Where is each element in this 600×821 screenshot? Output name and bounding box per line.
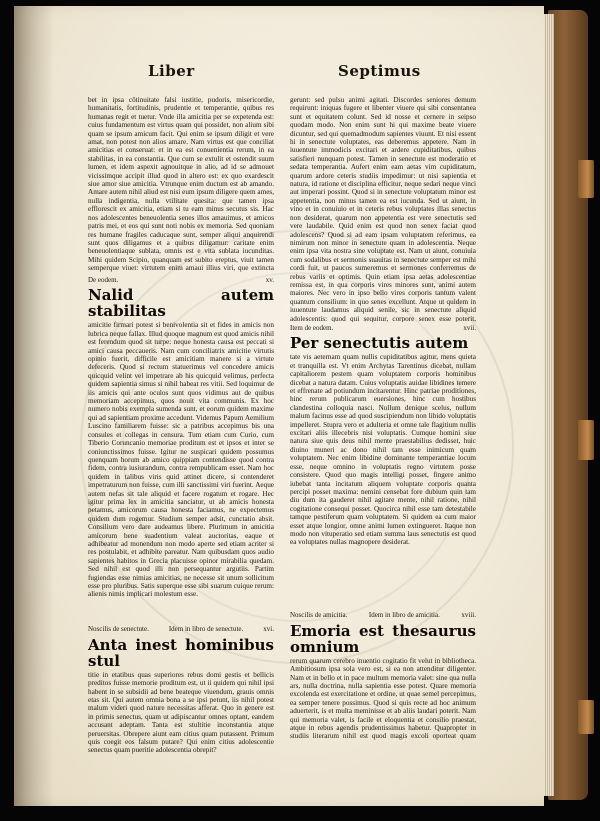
gutter-shadow	[14, 6, 54, 806]
section-label-text: Noscilis de senectute.	[88, 625, 149, 634]
fore-edge-tab	[578, 700, 594, 734]
section-label	[88, 625, 274, 633]
section-heading: Anta inest hominibus stul	[88, 635, 274, 670]
running-head-right: Septimus	[338, 62, 421, 80]
paragraph: bet in ipsa cõtinuitate falsi iustitie, pudoris, misericordie, humanitatis, fortitudinis, prudentie et temperantie, quibus res humanas regit et tuetur. Vnde illa amicitia per se expetenda est: cuius fundamentum est virtus quam qui possidet, non alium sibi quam se ipsum amicum facit. Qui enim se ipsum diligit et vere amat, non potest non alios amare. Nam virtus est que conciliat amicitias et conseruat: et in ea est conuenientia rerum, in ea stabilitas, in ea constantia. Que cum se extulit et ostendit suum lumen, et idem aspexit agnouitque in alio, ad id se admouet vicissimque accipit illud quod in altero est: ex quo exardescit siue amor siue amicitia. Vtrunque enim ductum est ab amando. Amare autem nihil aliud est nisi eum ipsum diligere quem ames, nulla indigentia, nulla vtilitate quesita: que tamen ipsa efflorescit ex amicitia, etiam si tu eam minus secutus sis. Hac nos adolescentes beneuolentia senes illos amauimus, et amicos patris mei, et eos qui sunt noti nobis ex memoria. Sed quoniam res humane fragiles caducaque sunt, semper aliqui anquirendi sunt quos diligamus et a quibus diligamur: caritate enim beneuolentiaque sublata, omnis est e vita sublata iucunditas. Mihi quidem Scipio, quanquam est subito ereptus, viuit tamen semperque viuet: virtutem enim amaui illius viri, que extincta	[88, 96, 274, 273]
section-heading: Nalid autem stabilitas	[88, 286, 274, 321]
section-label-text: Item de eodem.	[290, 324, 334, 332]
running-head-left: Liber	[148, 62, 195, 80]
section-label	[290, 611, 476, 619]
text-column-right	[290, 96, 476, 776]
section-label	[290, 324, 476, 332]
section-label-text: De eodem.	[88, 276, 119, 284]
section-number: xv.	[265, 276, 274, 284]
paragraph: rerum quarum cerebro inuentio cogitatio fit velut in bibliotheca. Ambitiosum ipsa sola vero est, si ea non attenditur diligenter. Nam et in bello et in pace multum memoria valet: sine qua nulla ars, nulla doctrina, nulla sapientia esse potest. Quare memoria excolenda est exercitatione et ordine, ut quae semel percepimus, ea semper tenere possimus. Quod si quis recte ad hoc animum aduerterit, is et multa meminisse et ab aliis laudari poterit. Nam qui memoria valet, is facile et eloquentia et consilio praestat, atque in rebus agendis prudentissimus habetur. Quapropter in studiis literarum nihil est quod magis excoli oporteat quam	[290, 656, 476, 741]
paragraph: gerunt: sed pulsu animi agitati. Discordes seniores demum requirunt: iniquas fugere et libenter viuere qui sibi consentanea sunt et equitatem colunt. Sed id nosse et cernere in seipso quodam modo. Non enim sunt hi qui maxime beate viuere dicuntur, sed qui quemadmodum sapientes viuunt. Et nisi essent hi in senectute voluptates, eas deberemus appetere. Nam in iuuentute immodicis excitari et ardere cupiditatibus, quibus satisfieri nunquam potest. Tamen in senectute est moderatio et sedata temperantia. Aufert enim eam aetas vim cupiditatum, quarum ardore ceteris studiis impedimur: ut nisi sapientia et natura, id ratione et disciplina efficitur, neque sedari neque vinci aut imperari possint. Quod si in senectute voluptatum minor est appetentia, non minus tamen ea est iucunda. Sed ut aiunt, in vino et in conuiuio et in ceteris rebus voluptates illas senectus non desiderat, quarum non appetentia est vere senectutis sed vere laudabile. Quid enim est quod non senex faciat quod adolescens? Quod si ad eam ipsam voluptatem referimus, ea nimirum non minor in senectute quam in adolescentia. Neque enim ipsa vita nostra sine voluptate est. Nam ut aiunt, conuiuia cum sodalibus et sermonis suauitas in senectute semper est mihi cordi fuit, ut paucos sumeremus et sermones conferremus de rebus variis et optimis. Quin etiam ipsa aetas adolescentiae remissa est, in qua corporis vires minores sunt, animi autem maiores. Nec vero in ipso bello vires corporis tantum valent quantum consilium: in quo senes excellunt. Atque ut quidem in iuuentute laudamus aliquid senile, sic in senectute aliquid adolescentis: quod qui sequitur, corpore senex esse poterit,	[290, 96, 476, 322]
section-number: xvi.	[263, 625, 274, 634]
text-column-left	[88, 96, 274, 756]
fore-edge-tab	[578, 420, 594, 460]
section-label-mid: Idem in libro de amicitia.	[368, 611, 440, 620]
section-label-text: Noscilis de amicitia.	[290, 611, 348, 620]
book-cover-board	[548, 10, 588, 800]
paragraph: tate vis aeternam quam nullis cupiditatibus agitur, mens quieta et tranquilla est. Vt enim Archytas Tarentinus dicebat, nullam capitaliorem pestem quam voluptatem corporis hominibus dicebat a natura datam. Cuius voluptatis auidae libidines temere et effrenate ad potiundum incitarentur. Hinc patriae proditiones, hinc rerum publicarum euersiones, hinc cum hostibus clandestina colloquia nasci. Nullum denique scelus, nullum malum facinus esse ad quod suscipiendum non libido voluptatis impelleret. Stupra vero et adulteria et omne tale flagitium nullis excitari aliis illecebris nisi voluptatis. Cumque homini siue natura siue quis deus nihil mente praestabilius dedisset, huic diuino muneri ac dono nihil tam esse inimicum quam voluptatem. Nec enim libidine dominante temperantiae locum esse, neque omnino in voluptatis regno virtutem posse consistere. Quod quo magis intelligi posset, fingere animo iubebat tanta incitatum aliquem voluptate corporis quanta percipi posset maxima: nemini censebat fore dubium quin tam diu dum ita gauderet nihil agitare mente, nihil ratione, nihil cogitatione consequi posset. Quocirca nihil esse tam detestabile tamque pestiferum quam voluptatem. Si quidem ea cum maior esset atque longior, omne animi lumen extingueret. Itaque non modo non vituperatio sed etiam summa laus senectutis est quod ea voluptates nullas magnopere desiderat.	[290, 353, 476, 547]
paragraph: amicitie firmari potest si benivolentia sit et fides in amicis non lubrica neque fallax. Illud quoque magnum est quod amicis nihil est ferendum quod sit turpe: neque honesta causa est peccati si amici causa peccaueris. Nam cum conciliatrix amicitie virtutis opinio fuerit, difficile est amicitiam manere si a virtute defeceris. Quod si rectum statuerimus vel concedere amicis quicquid velint vel impetrare ab his quicquid velimus, perfecta quidem sapientia simus si nihil habeat res vitii. Sed loquimur de iis amicis qui ante oculos sunt quos vidimus aut de quibus memoriam accepimus, quos nouit vita communis. Ex hoc numero nobis exempla sumenda sunt, et eorum quidem maxime qui ad sapientiam proxime accedunt. Videmus Papum Aemilium Luscino familiarem fuisse: sic a patribus accepimus bis una consules et collegas in censura. Tum etiam cum Curio, cum Tiberio Coruncanio memoriae proditum est et ipsos et inter se coniunctissimos fuisse. Igitur ne suspicari quidem possumus quenquam horum ab amico quippiam contendisse quod contra fidem, contra iusiurandum, contra rempublicam esset. Nam hoc quidem in talibus viris quid attinet dicere, si contenderet impetraturum non fuisse, cum illi sanctissimi viri fuerint. Aeque autem nefas sit tale aliquid et facere rogatum et rogare. Hec igitur prima lex in amicitia sanciatur, ut ab amicis honesta petamus, amicorum causa honesta faciamus, ne expectemus quidem dum rogemur. Studium semper adsit, cunctatio absit. Consilium vero dare audeamus libere. Plurimum in amicitia amicorum bene suadentium valeat auctoritas, eaque et adhibeatur ad monendum non modo aperte sed etiam acriter si res postulabit, et adhibite pareatur. Nam quibusdam quos audio sapientes habitos in Grecia placuisse opinor mirabilia quedam. Sed nihil est quod illi non persequantur argutiis. Partim fugiendas esse nimias amicitias, ne necesse sit unum sollicitum esse pro pluribus. Satis superque esse sibi suarum cuique rerum: alienis nimis implicari molestum esse.	[88, 321, 274, 599]
fore-edge-tab	[578, 160, 594, 198]
paragraph: titie in etatibus quas superiores rebus domi gestis et bellicis preditos fuisse memorie proditum est, ut ii quidem qui nihil ipsi habent in se subsidii ad bene beateque viuendum, grauis omnis etas sit. Qui autem omnia bona a se ipsi petunt, iis nihil potest malum videri quod nature necessitas afferat. Quo in genere est in primis senectus, quam ut adipiscantur omnes optant, eandem accusant adeptam. Tanta est stultitie inconstantia atque peruersitas. Obrepere aiunt eam citius quam putassent. Primum quis coegit eos falsum putare? Qui enim citius adolescentie senectus quam pueritie adolescentia obrepit?	[88, 670, 274, 755]
section-heading: Per senectutis autem	[290, 334, 469, 353]
section-number: xvii.	[463, 324, 476, 332]
section-number: xviii.	[461, 611, 476, 620]
section-label-mid: Idem in libro de senectute.	[168, 625, 244, 634]
section-label	[88, 276, 274, 284]
section-heading: Emoria est thesaurus omnium	[290, 621, 476, 656]
